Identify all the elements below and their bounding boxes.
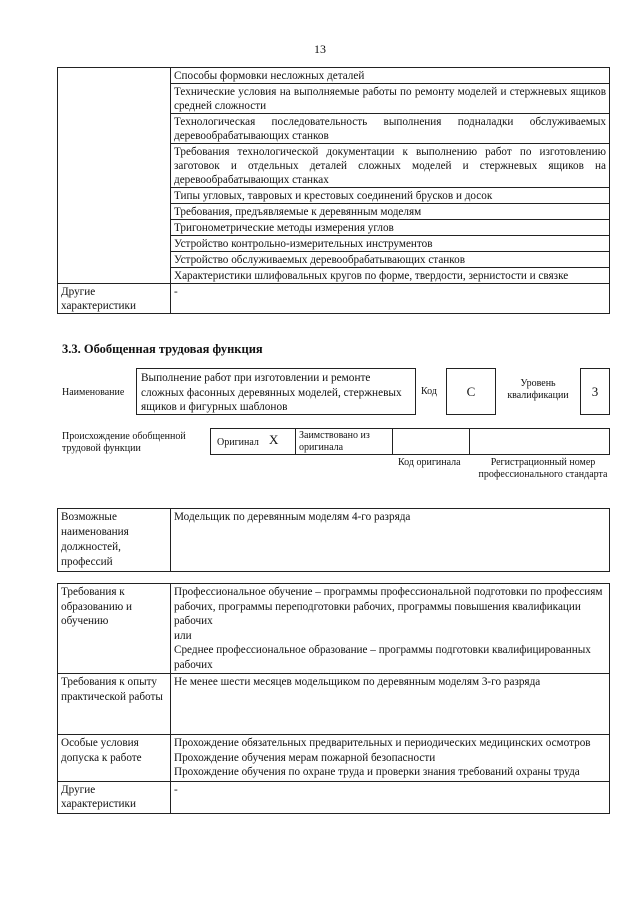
knowledge-item: Устройство контрольно-измерительных инструментов [171, 236, 610, 252]
positions-table [57, 508, 610, 572]
section-heading: 3.3. Обобщенная трудовая функция [62, 342, 263, 356]
education-line: Профессиональное обучение – программы профессиональной подготовки по профессиям рабочих, программы переподготовки рабочих, программы повышения квалификации рабочих [174, 586, 603, 627]
other-label: Другие характеристики [58, 781, 171, 813]
knowledge-item: Типы угловых, тавровых и крестовых соединений брусков и досок [171, 188, 610, 204]
borrowed-cell [295, 428, 392, 455]
origin-label: Происхождение обобщенной трудовой функции [62, 431, 186, 454]
knowledge-item: Способы формовки несложных деталей [171, 68, 610, 84]
level-label: Уровень квалификации [507, 378, 569, 401]
knowledge-item: Требования, предъявляемые к деревянным моделям [171, 204, 610, 220]
table-row [58, 781, 610, 813]
positions-label: Возможные наименования должностей, профессий [58, 509, 171, 572]
conditions-line: Прохождение обучения мерам пожарной безопасности [174, 751, 436, 764]
conditions-line: Прохождение обязательных предварительных и периодических медицинских осмотров [174, 737, 591, 749]
name-label: Наименование [62, 387, 125, 398]
conditions-label: Особые условия допуска к работе [58, 735, 171, 782]
education-value [171, 584, 610, 674]
code-original-cell [392, 428, 469, 455]
knowledge-item: Характеристики шлифовальных кругов по форме, твердости, зернистости и связке [171, 268, 610, 284]
table-row [58, 674, 610, 735]
experience-label: Требования к опыту практической работы [58, 674, 171, 735]
table-row [58, 68, 610, 84]
knowledge-item: Устройство обслуживаемых деревообрабатывающих станков [171, 252, 610, 268]
level-value: 3 [580, 368, 610, 415]
code-value: C [446, 368, 496, 415]
origin-row [210, 428, 610, 455]
original-cell [210, 428, 295, 455]
reg-number-cell [469, 428, 610, 455]
original-mark: X [269, 432, 279, 447]
code-original-caption: Код оригинала [398, 457, 461, 468]
education-label: Требования к образованию и обучению [58, 584, 171, 674]
positions-value: Модельщик по деревянным моделям 4-го разряда [171, 509, 610, 572]
knowledge-table [57, 67, 610, 314]
experience-value: Не менее шести месяцев модельщиком по деревянным моделям 3-го разряда [171, 674, 610, 735]
other-value: - [171, 284, 610, 314]
knowledge-item: Требования технологической документации к выполнению работ по изготовлению заготовок и отдельных деталей сложных моделей и стержневых ящиков на деревообрабатывающих станках [171, 144, 610, 188]
education-line: или [174, 629, 192, 642]
table-row [58, 584, 610, 674]
knowledge-item: Технические условия на выполняемые работы по ремонту моделей и стержневых ящиков средней сложности [171, 84, 610, 114]
knowledge-item: Тригонометрические методы измерения углов [171, 220, 610, 236]
other-value: - [171, 781, 610, 813]
requirements-table [57, 583, 610, 814]
table-row [58, 735, 610, 782]
table-row [58, 509, 610, 572]
name-value: Выполнение работ при изготовлении и ремонте сложных фасонных деревянных моделей, стержневых ящиков и фигурных шаблонов [136, 368, 416, 415]
other-label: Другие характеристики [58, 284, 171, 314]
table-row [58, 284, 610, 314]
page-number: 13 [314, 42, 326, 56]
knowledge-label-cell [58, 68, 171, 284]
original-label: Оригинал [217, 437, 259, 448]
knowledge-item: Технологическая последовательность выполнения подналадки обслуживаемых деревообрабатывающих станков [171, 114, 610, 144]
borrowed-label: Заимствовано из оригинала [299, 430, 370, 453]
code-label: Код [421, 386, 437, 397]
reg-number-caption: Регистрационный номер профессионального стандарта [478, 457, 608, 480]
conditions-value [171, 735, 610, 782]
conditions-line: Прохождение обучения по охране труда и проверки знания требований охраны труда [174, 766, 580, 778]
education-line: Среднее профессиональное образование – программы подготовки квалифицированных рабочих [174, 644, 591, 671]
